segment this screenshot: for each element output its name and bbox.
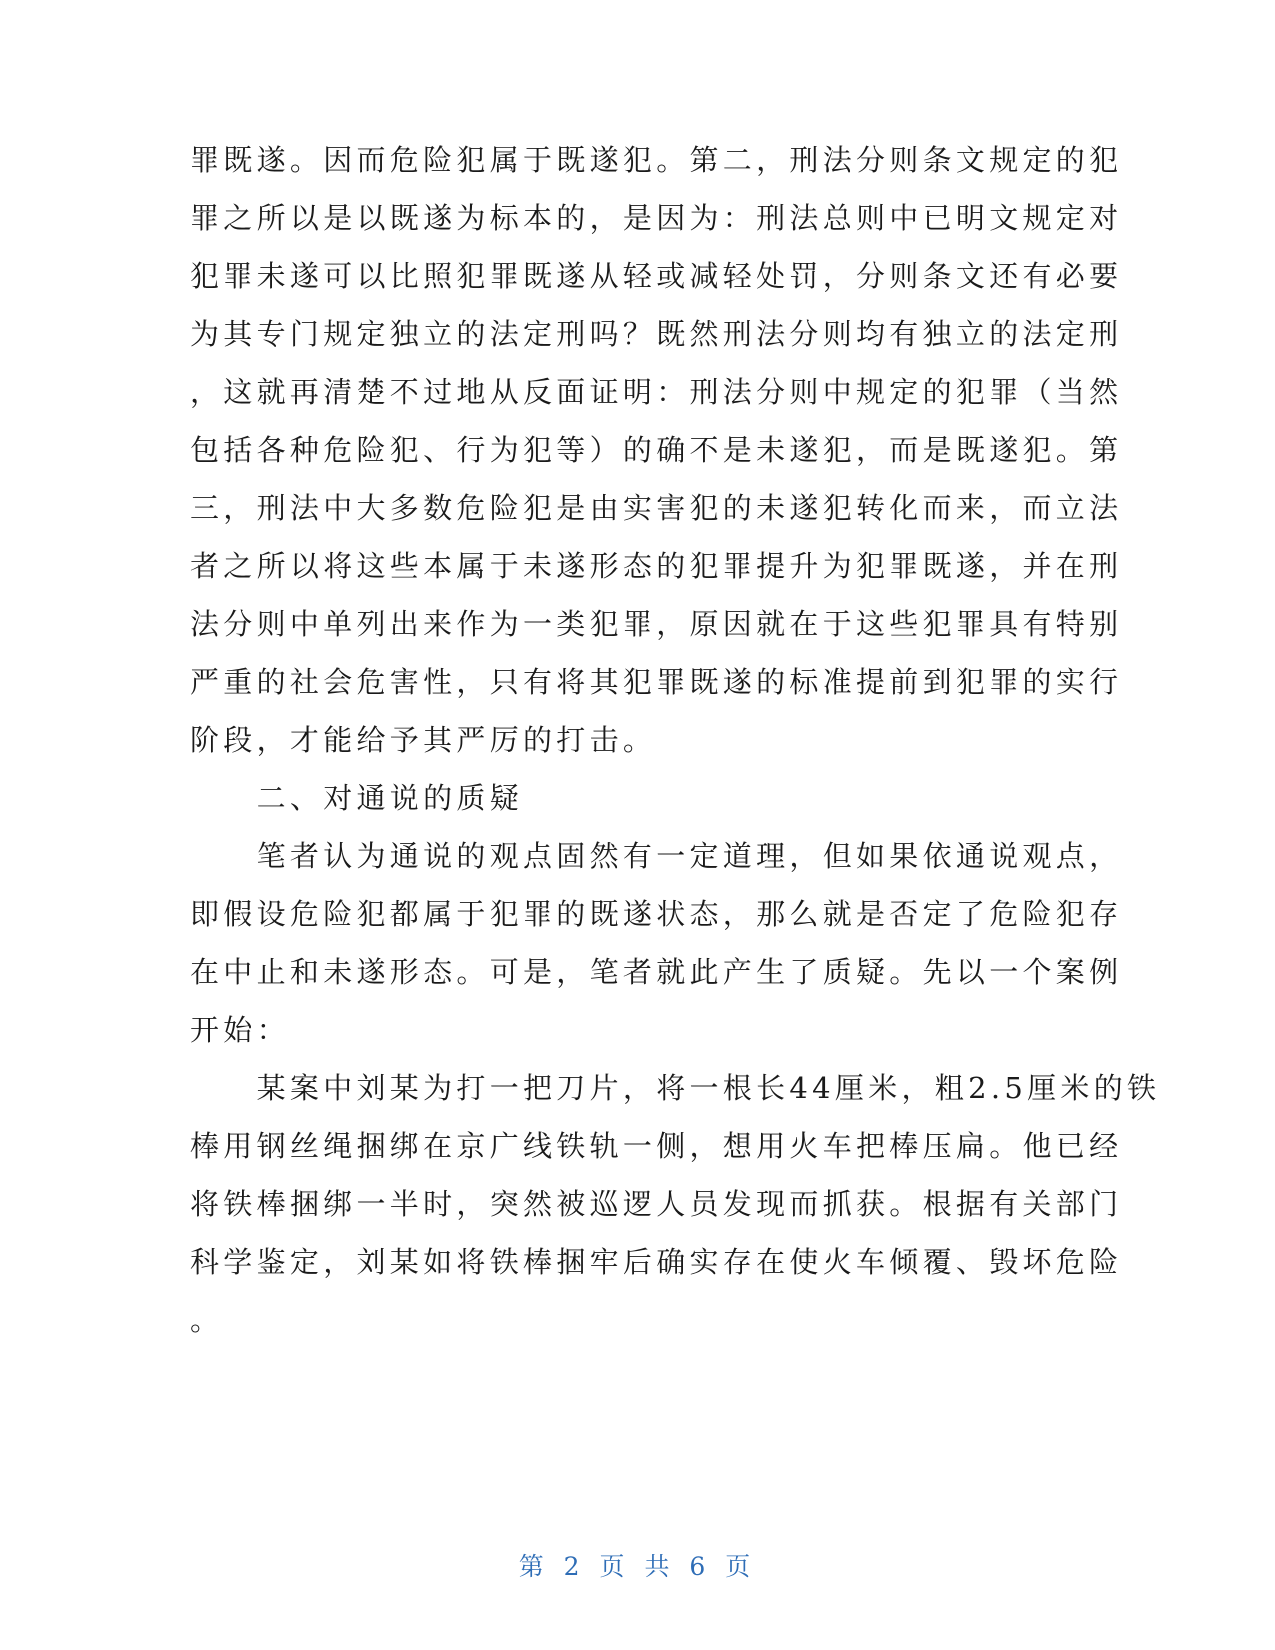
section-heading: 二、对通说的质疑	[190, 781, 524, 815]
body-line-11: 阶段，才能给予其严厉的打击。	[190, 723, 657, 757]
body-line-7: 三，刑法中大多数危险犯是由实害犯的未遂犯转化而来，而立法	[190, 491, 1123, 525]
body-line-10: 严重的社会危害性，只有将其犯罪既遂的标准提前到犯罪的实行	[190, 665, 1123, 699]
body-line-20: 科学鉴定，刘某如将铁棒捆牢后确实存在使火车倾覆、毁坏危险	[190, 1245, 1123, 1279]
body-line-18: 棒用钢丝绳捆绑在京广线铁轨一侧，想用火车把棒压扁。他已经	[190, 1129, 1123, 1163]
body-line-21: 。	[190, 1303, 224, 1337]
body-line-2: 罪之所以是以既遂为标本的，是因为：刑法总则中已明文规定对	[190, 201, 1123, 235]
body-line-3: 犯罪未遂可以比照犯罪既遂从轻或减轻处罚，分则条文还有必要	[190, 259, 1123, 293]
body-line-8: 者之所以将这些本属于未遂形态的犯罪提升为犯罪既遂，并在刑	[190, 549, 1123, 583]
body-line-19: 将铁棒捆绑一半时，突然被巡逻人员发现而抓获。根据有关部门	[190, 1187, 1123, 1221]
body-line-14: 即假设危险犯都属于犯罪的既遂状态，那么就是否定了危险犯存	[190, 897, 1123, 931]
body-line-16: 开始：	[190, 1013, 290, 1047]
body-line-13: 笔者认为通说的观点固然有一定道理，但如果依通说观点，	[190, 839, 1123, 873]
body-line-4: 为其专门规定独立的法定刑吗？既然刑法分则均有独立的法定刑	[190, 317, 1123, 351]
page-number-footer: 第 2 页 共 6 页	[518, 1552, 757, 1581]
body-line-1: 罪既遂。因而危险犯属于既遂犯。第二，刑法分则条文规定的犯	[190, 143, 1123, 177]
body-line-6: 包括各种危险犯、行为犯等）的确不是未遂犯，而是既遂犯。第	[190, 433, 1123, 467]
body-line-9: 法分则中单列出来作为一类犯罪，原因就在于这些犯罪具有特别	[190, 607, 1123, 641]
body-line-5: ，这就再清楚不过地从反面证明：刑法分则中规定的犯罪（当然	[190, 375, 1123, 409]
body-line-17: 某案中刘某为打一把刀片，将一根长44厘米，粗2.5厘米的铁	[190, 1071, 1161, 1105]
body-line-15: 在中止和未遂形态。可是，笔者就此产生了质疑。先以一个案例	[190, 955, 1123, 989]
